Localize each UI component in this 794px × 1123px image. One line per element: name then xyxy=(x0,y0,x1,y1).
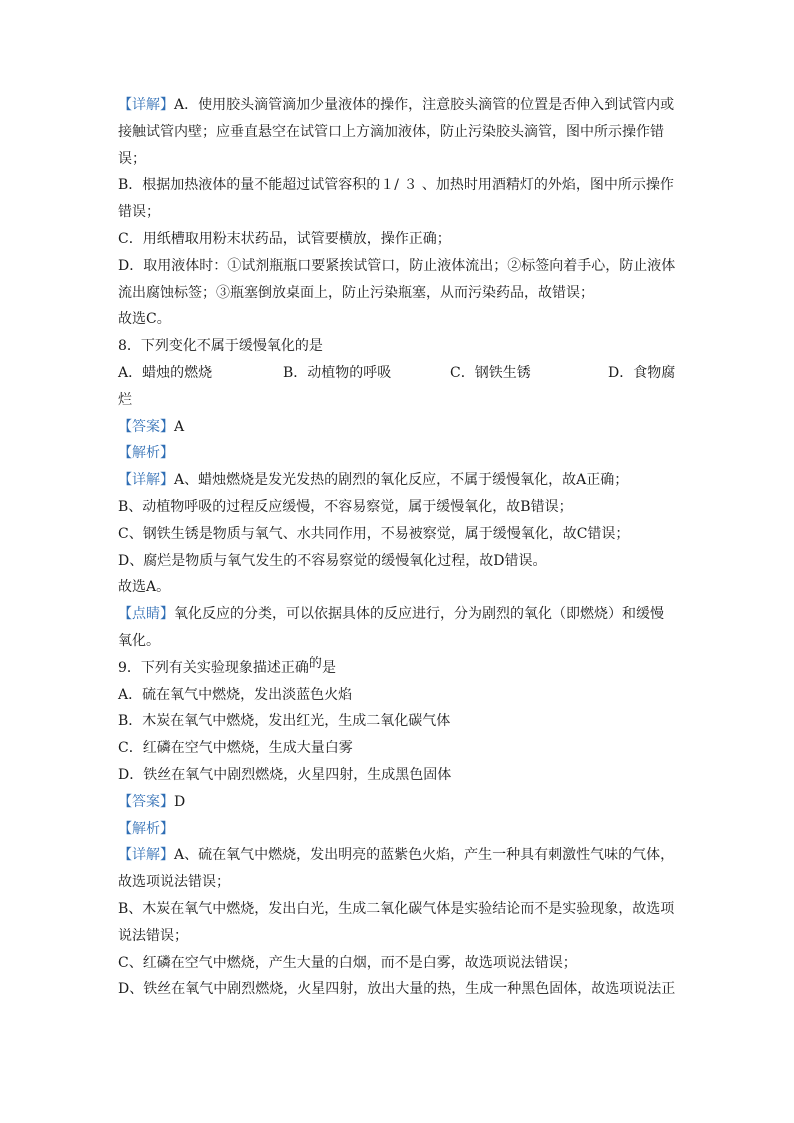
q9-option-b: B．木炭在氧气中燃烧，发出红光，生成二氧化碳气体 xyxy=(118,713,451,730)
document-body xyxy=(118,92,678,1003)
q8-stem: 8．下列变化不属于缓慢氧化的是 xyxy=(118,338,323,355)
q8-options xyxy=(118,360,678,387)
q9-answer-line xyxy=(118,789,678,816)
q8-option-d-wrap: 烂 xyxy=(118,391,132,408)
q8-note-line-2: 氧化。 xyxy=(118,632,160,649)
prev-detail-a-line-3: 误； xyxy=(118,150,146,167)
detail-tag: 【详解】 xyxy=(118,97,174,113)
q9-answer: D xyxy=(174,793,186,810)
q9-detail-line-2: 故选项说法错误； xyxy=(118,874,230,891)
q8-option-a: A．蜡烛的燃烧 xyxy=(118,364,213,381)
q9-stem-sup: 的 xyxy=(308,655,322,671)
detail-tag: 【详解】 xyxy=(118,847,174,864)
q8-note-line-1 xyxy=(118,601,678,628)
answer-tag: 【答案】 xyxy=(118,418,174,435)
q8-detail-line-3: C、钢铁生锈是物质与氧气、水共同作用，不易被察觉，属于缓慢氧化，故C错误； xyxy=(118,525,630,542)
prev-detail-a-line-1 xyxy=(118,92,678,119)
q9-option-d: D．铁丝在氧气中剧烈燃烧，火星四射，生成黑色固体 xyxy=(118,766,452,783)
q8-detail-line-1 xyxy=(118,467,678,494)
prev-detail-b-line-2: 错误； xyxy=(118,204,160,221)
note-tag: 【点睛】 xyxy=(118,606,174,623)
prev-detail-d-line-2: 流出腐蚀标签；③瓶塞倒放桌面上，防止污染瓶塞，从而污染药品，故错误； xyxy=(118,284,594,301)
q8-detail-line-2: B、动植物呼吸的过程反应缓慢，不容易察觉，属于缓慢氧化，故B错误； xyxy=(118,498,573,515)
q8-detail-line-4: D、腐烂是物质与氧气发生的不容易察觉的缓慢氧化过程，故D错误。 xyxy=(118,552,547,569)
analysis-tag: 【解析】 xyxy=(118,445,174,462)
q8-detail-text-1: A、蜡烛燃烧是发光发热的剧烈的氧化反应，不属于缓慢氧化，故A正确； xyxy=(174,472,629,489)
q8-analysis-line xyxy=(118,440,678,467)
q8-conclusion: 故选A。 xyxy=(118,579,171,596)
prev-detail-a-text: A．使用胶头滴管滴加少量液体的操作，注意胶头滴管的位置是否伸入到试管内或 xyxy=(174,97,675,113)
q8-option-d: D．食物腐 xyxy=(608,364,676,381)
q9-detail-text-1: A、硫在氧气中燃烧，发出明亮的蓝紫色火焰，产生一种具有刺激性气味的气体， xyxy=(174,847,675,864)
q9-option-a: A．硫在氧气中燃烧，发出淡蓝色火焰 xyxy=(118,686,353,703)
q9-stem-pre: 9．下列有关实验现象描述正确 xyxy=(118,659,309,676)
q9-detail-line-4: 说法错误； xyxy=(118,927,188,944)
prev-detail-d-line-1: D．取用液体时：①试剂瓶瓶口要紧挨试管口，防止液体流出；②标签向着手心，防止液体 xyxy=(118,257,676,274)
prev-detail-b-line-1: B．根据加热液体的量不能超过试管容积的１/ ３ 、加热时用酒精灯的外焰，图中所示操作 xyxy=(118,177,674,194)
q9-option-c: C．红磷在空气中燃烧，生成大量白雾 xyxy=(118,740,353,757)
q8-note-text-1: 氧化反应的分类，可以依据具体的反应进行，分为剧烈的氧化（即燃烧）和缓慢 xyxy=(174,606,664,623)
analysis-tag: 【解析】 xyxy=(118,820,174,837)
q8-answer-line xyxy=(118,414,678,441)
q8-option-c: C．钢铁生锈 xyxy=(450,364,531,381)
q9-detail-line-1 xyxy=(118,842,678,869)
prev-conclusion: 故选C。 xyxy=(118,311,171,328)
q8-answer: A xyxy=(174,418,185,435)
q9-stem xyxy=(118,655,678,682)
q8-option-b: B．动植物的呼吸 xyxy=(283,364,392,381)
answer-tag: 【答案】 xyxy=(118,793,174,810)
prev-detail-a-line-2: 接触试管内壁；应垂直悬空在试管口上方滴加液体，防止污染胶头滴管，图中所示操作错 xyxy=(118,123,664,140)
detail-tag: 【详解】 xyxy=(118,472,174,489)
q9-stem-post: 是 xyxy=(321,659,336,676)
q9-detail-line-3: B、木炭在氧气中燃烧，发出白光，生成二氧化碳气体是实验结论而不是实验现象，故选项 xyxy=(118,900,675,917)
q9-detail-line-5: C、红磷在空气中燃烧，产生大量的白烟，而不是白雾，故选项说法错误； xyxy=(118,954,577,971)
q9-analysis-line xyxy=(118,816,678,843)
prev-detail-c-line-1: C．用纸槽取用粉末状药品，试管要横放，操作正确； xyxy=(118,230,451,247)
q9-detail-line-6: D、铁丝在氧气中剧烈燃烧，火星四射，放出大量的热，生成一种黑色固体，故选项说法正 xyxy=(118,981,676,998)
